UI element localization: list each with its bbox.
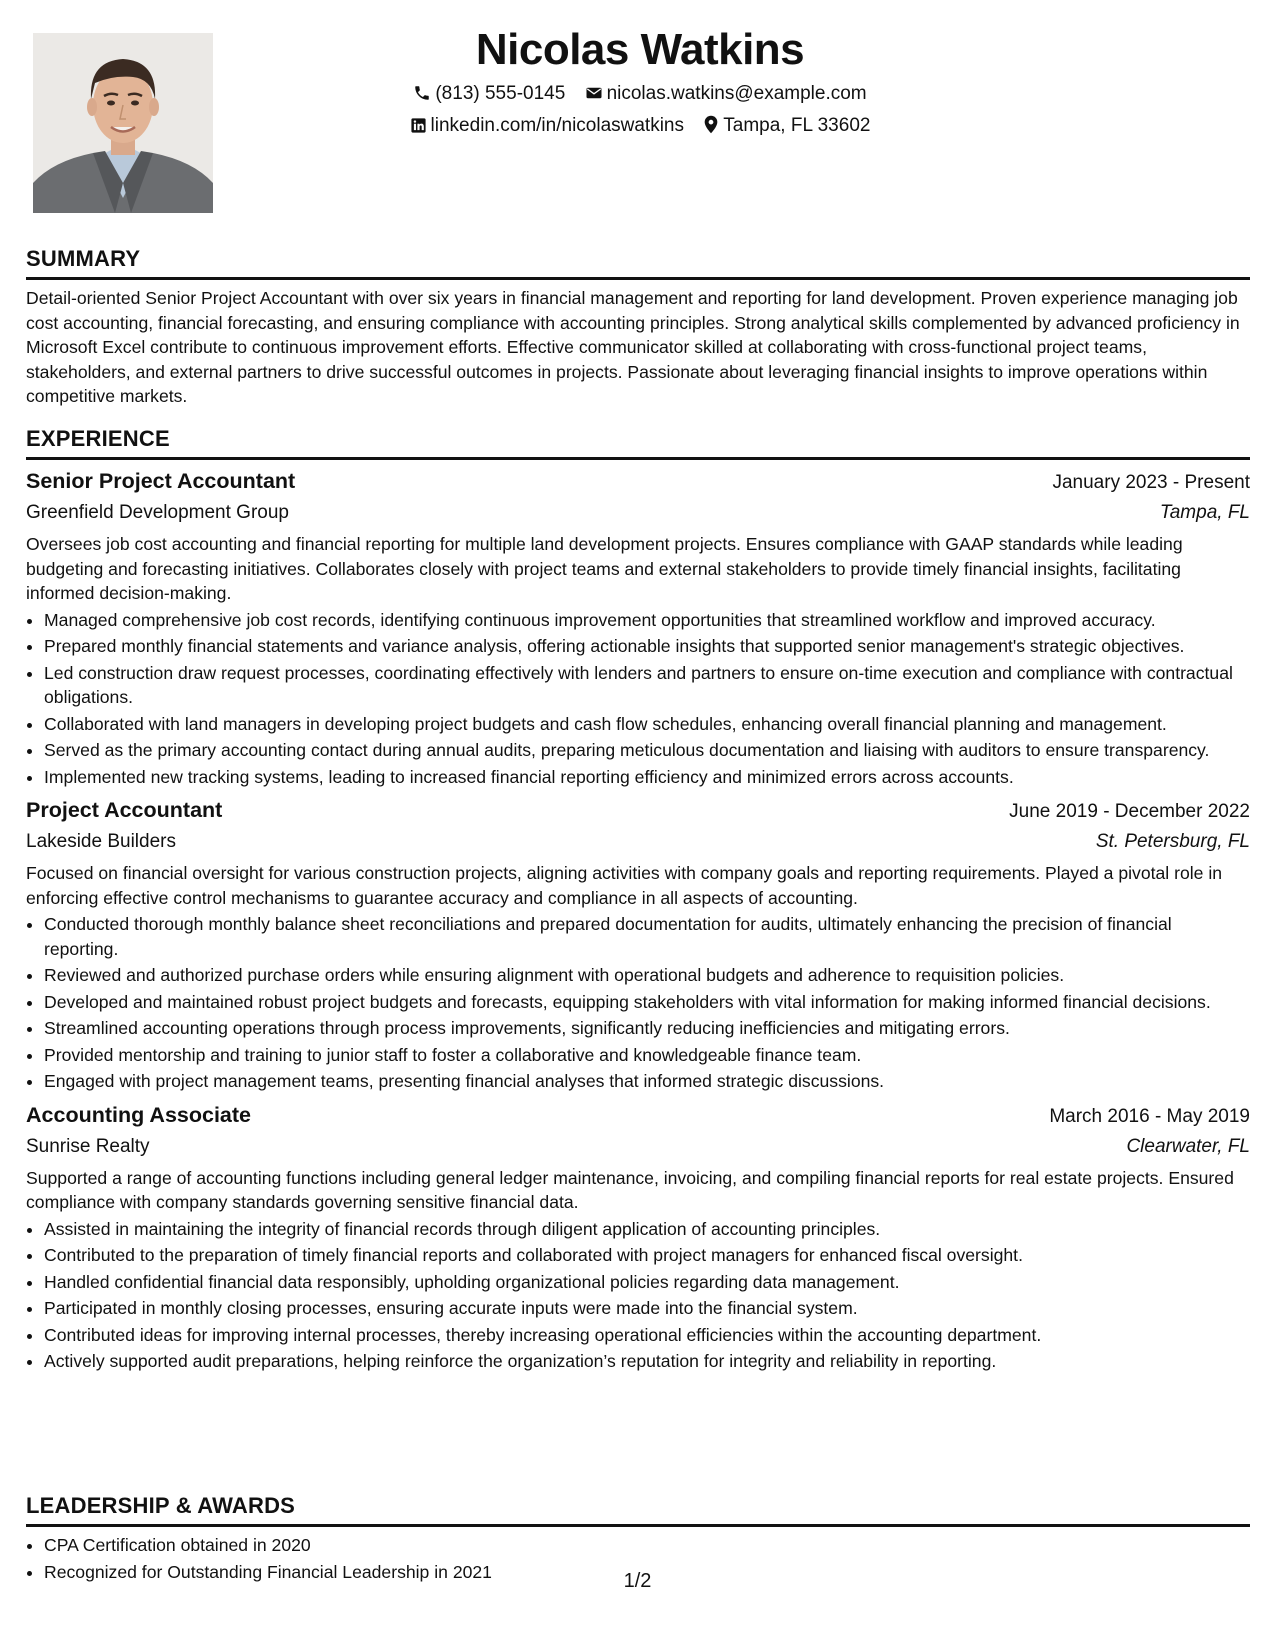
profile-photo [33,33,213,213]
experience-heading: EXPERIENCE [26,425,1250,460]
summary-section [26,245,1250,409]
contact-linkedin [410,110,684,142]
linkedin-icon [410,117,427,134]
job-location: St. Petersburg, FL [1095,831,1250,852]
bullet-item: • Collaborated with land managers in developing project budgets and cash flow schedules, enhancing overall financial planning and management. [44,712,1250,737]
bullet-item: • Handled confidential financial data responsibly, upholding organizational policies regarding data management. [44,1270,1250,1295]
bullet-item: • Provided mentorship and training to junior staff to foster a collaborative and knowledgeable finance team. [44,1043,1250,1068]
job-title: Accounting Associate [26,1102,251,1127]
job-entry [26,1100,1250,1374]
summary-heading: SUMMARY [26,245,1250,280]
job-bullets [26,912,1250,1094]
candidate-name: Nicolas Watkins [475,25,805,74]
contact-email [585,78,867,110]
linkedin-text: linkedin.com/in/nicolaswatkins [430,115,684,136]
job-description: Supported a range of accounting functions including general ledger maintenance, invoicing, and compiling financial reports for real estate projects. Ensured compliance with company standards governing sensitive financial data. [26,1167,1234,1212]
bullet-item: • Served as the primary accounting contact during annual audits, preparing meticulous documentation and liaising with auditors to ensure transparency. [44,738,1250,763]
job-location: Tampa, FL [1159,502,1250,523]
phone-text: (813) 555-0145 [435,83,566,104]
bullet-item: • Assisted in maintaining the integrity of financial records through diligent application of accounting principles. [44,1217,1250,1242]
job-title: Project Accountant [26,798,223,822]
job-entry [26,466,1250,789]
bullet-item: • Managed comprehensive job cost records, identifying continuous improvement opportunities that streamlined workflow and improved accuracy. [44,608,1250,633]
contact-phone [413,78,565,110]
bullet-item: • Participated in monthly closing processes, ensuring accurate inputs were made into the financial system. [44,1296,1250,1321]
job-dates: June 2019 - December 2022 [1009,801,1250,822]
job-title: Senior Project Accountant [26,469,296,493]
award-item: • CPA Certification obtained in 2020 [44,1533,1250,1558]
phone-icon [413,84,431,102]
email-text: nicolas.watkins@example.com [606,83,867,104]
bullet-item: • Developed and maintained robust project budgets and forecasts, equipping stakeholders with vital information for making informed financial decisions. [44,990,1250,1015]
job-description: Focused on financial oversight for various construction projects, aligning activities with company goals and reporting requirements. Played a pivotal role in enforcing effective control mechanisms to guarantee accuracy and compliance in all aspects of accounting. [26,863,1223,908]
contact-line-1 [300,78,980,110]
bullet-item: • Led construction draw request processes, coordinating effectively with lenders and partners to ensure on-time execution and compliance with contractual obligations. [44,661,1250,710]
summary-text: Detail-oriented Senior Project Accountant with over six years in financial management and reporting for land development. Proven experience managing job cost accounting, financial forecasting, and ensuring compliance with accounting principles. Strong analytical skills complemented by advanced proficiency in Microsoft Excel contribute to continuous improvement efforts. Effective communicator skilled at collaborating with cross-functional project teams, stakeholders, and external partners to drive successful outcomes in projects. Passionate about leveraging financial insights to improve operations within competitive markets. [26,288,1240,406]
bullet-item: • Engaged with project management teams, presenting financial analyses that informed strategic discussions. [44,1069,1250,1094]
map-pin-icon [703,115,719,134]
envelope-icon [585,84,603,102]
job-entry [26,795,1250,1094]
bullet-item: • Implemented new tracking systems, leading to increased financial reporting efficiency and minimized errors across accounts. [44,765,1250,790]
bullet-item: • Conducted thorough monthly balance sheet reconciliations and prepared documentation for audits, ultimately enhancing the precision of financial reporting. [44,912,1250,961]
page-number: 1/2 [623,1570,652,1592]
awards-heading: LEADERSHIP & AWARDS [26,1492,1250,1527]
resume-header [300,22,980,142]
bullet-item: • Contributed to the preparation of timely financial reports and collaborated with project managers for enhanced fiscal oversight. [44,1243,1250,1268]
location-text: Tampa, FL 33602 [723,115,871,136]
bullet-item: • Prepared monthly financial statements and variance analysis, offering actionable insights that supported senior management's strategic objectives. [44,634,1250,659]
bullet-item: • Streamlined accounting operations through process improvements, significantly reducing inefficiencies and mitigating errors. [44,1016,1250,1041]
job-description: Oversees job cost accounting and financial reporting for multiple land development projects. Ensures compliance with GAAP standards while leading budgeting and forecasting initiatives. Collaborates closely with project teams and external stakeholders to provide timely financial insights, facilitating informed decision-making. [26,534,1183,603]
job-bullets [26,608,1250,790]
job-dates: March 2016 - May 2019 [1049,1105,1250,1127]
contact-line-2 [300,110,980,142]
contact-location [703,110,870,142]
job-company: Lakeside Builders [26,831,176,852]
job-bullets [26,1217,1250,1374]
job-dates: January 2023 - Present [1052,472,1250,493]
bullet-item: • Reviewed and authorized purchase orders while ensuring alignment with operational budgets and adherence to requisition policies. [44,963,1250,988]
bullet-item: • Contributed ideas for improving internal processes, thereby increasing operational efficiencies within the accounting department. [44,1323,1250,1348]
job-location: Clearwater, FL [1126,1135,1250,1157]
job-company: Greenfield Development Group [26,502,289,523]
job-company: Sunrise Realty [26,1135,150,1157]
bullet-item: • Actively supported audit preparations, helping reinforce the organization’s reputation for integrity and reliability in reporting. [44,1349,1250,1374]
experience-section [26,425,1250,1376]
award-item: • Recognized for Outstanding Financial Leadership in 2021 [44,1560,1250,1585]
